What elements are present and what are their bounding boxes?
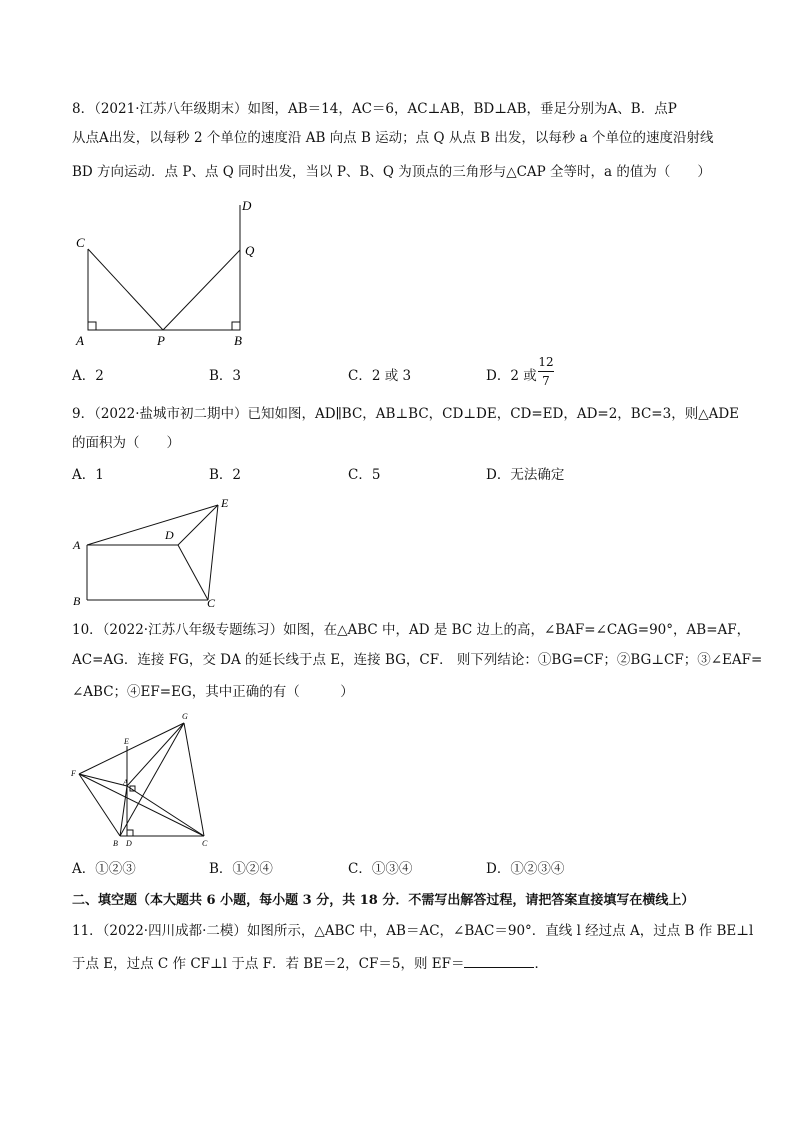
q8-figure	[70, 195, 270, 350]
q11-text-line-2-main: 于点 E，过点 C 作 CF⊥l 于点 F．若 BE＝2，CF＝5，则 EF＝	[72, 956, 465, 972]
q8-text-line-2: 从点A出发，以每秒 2 个单位的速度沿 AB 向点 B 运动；点 Q 从点 B 出发，以每秒 a 个单位的速度沿射线	[72, 130, 714, 146]
q8-option-d-denominator: 7	[542, 374, 550, 388]
q8-label-q: Q	[245, 243, 255, 258]
q10-segment-ag	[127, 723, 184, 786]
q9-option-d: D．无法确定	[486, 467, 565, 483]
q8-option-b: B．3	[209, 368, 242, 384]
q9-label-b: B	[73, 594, 81, 608]
q8-label-c: C	[76, 235, 85, 250]
section-2-heading: 二、填空题（本大题共 6 小题，每小题 3 分，共 18 分．不需写出解答过程，请把答案直接填写在横线上）	[72, 893, 695, 908]
q10-option-c: C．①③④	[348, 861, 413, 877]
q9-text-line-2: 的面积为（ ）	[72, 435, 180, 451]
q9-option-b: B．2	[209, 467, 242, 483]
q8-option-d: D．2 或	[486, 368, 537, 384]
q11-text-line-1: 11．（2022·四川成都·二模）如图所示，△ABC 中，AB＝AC，∠BAC＝90°．直线 l 经过点 A，过点 B 作 BE⊥l	[72, 923, 754, 939]
q9-segment-dc	[178, 545, 208, 600]
q10-segment-fb	[79, 774, 120, 836]
q10-label-c: C	[202, 839, 208, 848]
q11-answer-blank[interactable]	[464, 955, 534, 968]
q9-option-a: A．1	[72, 467, 104, 483]
q10-label-d: D	[126, 839, 132, 848]
q10-option-d: D．①②③④	[486, 861, 565, 877]
q10-text-line-1: 10．（2022·江苏八年级专题练习）如图，在△ABC 中，AD 是 BC 边上的高，∠BAF=∠CAG=90°，AB=AF，	[72, 622, 751, 638]
q8-segment-cp	[88, 249, 163, 330]
q10-figure	[68, 708, 218, 853]
q9-label-a: A	[73, 538, 81, 552]
q10-label-e: E	[124, 737, 129, 746]
q10-text-line-3: ∠ABC；④EF=EG，其中正确的有（ ）	[72, 684, 354, 700]
q11-text-line-2-end: ．	[534, 956, 548, 972]
q10-label-g: G	[182, 712, 188, 721]
q10-segment-bg	[120, 723, 184, 836]
q9-segment-ec	[208, 505, 218, 600]
q9-label-c: C	[207, 596, 216, 610]
q10-segment-gc	[184, 723, 204, 836]
q9-label-d: D	[165, 528, 174, 542]
q8-label-p: P	[157, 333, 165, 348]
q9-text-line-1: 9．（2022·盐城市初二期中）已知如图，AD∥BC，AB⊥BC，CD⊥DE，CD=ED，AD=2，BC=3，则△ADE	[72, 406, 740, 422]
q9-option-c: C．5	[348, 467, 381, 483]
q8-label-b: B	[234, 333, 242, 348]
q10-segment-fc	[79, 774, 204, 836]
q10-segment-fg	[79, 723, 184, 774]
q10-label-f: F	[71, 769, 76, 778]
q10-label-b: B	[113, 839, 118, 848]
q8-option-c: C．2 或 3	[348, 368, 412, 384]
q10-option-a: A．①②③	[72, 861, 136, 877]
q8-segment-pq	[163, 250, 240, 330]
q10-segment-ac	[127, 786, 204, 836]
q8-right-angle-b	[232, 322, 240, 330]
q8-option-d-fraction-bar	[538, 371, 554, 372]
q8-right-angle-a	[88, 322, 96, 330]
q8-option-d-numerator: 12	[538, 355, 554, 369]
q8-text-line-1: 8．（2021·江苏八年级期末）如图，AB＝14，AC＝6，AC⊥AB，BD⊥AB，垂足分别为A、B．点P	[72, 101, 677, 117]
q9-label-e: E	[221, 496, 229, 510]
q10-right-angle-d	[127, 830, 133, 836]
q9-figure	[70, 495, 240, 610]
q8-text-line-3: BD 方向运动．点 P、点 Q 同时出发，当以 P、B、Q 为顶点的三角形与△CAP 全等时，a 的值为（ ）	[72, 164, 711, 180]
q8-label-a: A	[76, 333, 84, 348]
q10-label-a: A	[123, 778, 128, 787]
q10-text-line-2: AC=AG．连接 FG，交 DA 的延长线于点 E，连接 BG，CF． 则下列结论：①BG=CF；②BG⊥CF；③∠EAF=	[72, 652, 763, 668]
q10-segment-ab	[120, 786, 127, 836]
q8-option-a: A．2	[72, 368, 104, 384]
q10-option-b: B．①②④	[209, 861, 273, 877]
q11-text-line-2	[72, 955, 548, 973]
q8-label-d: D	[242, 198, 252, 213]
